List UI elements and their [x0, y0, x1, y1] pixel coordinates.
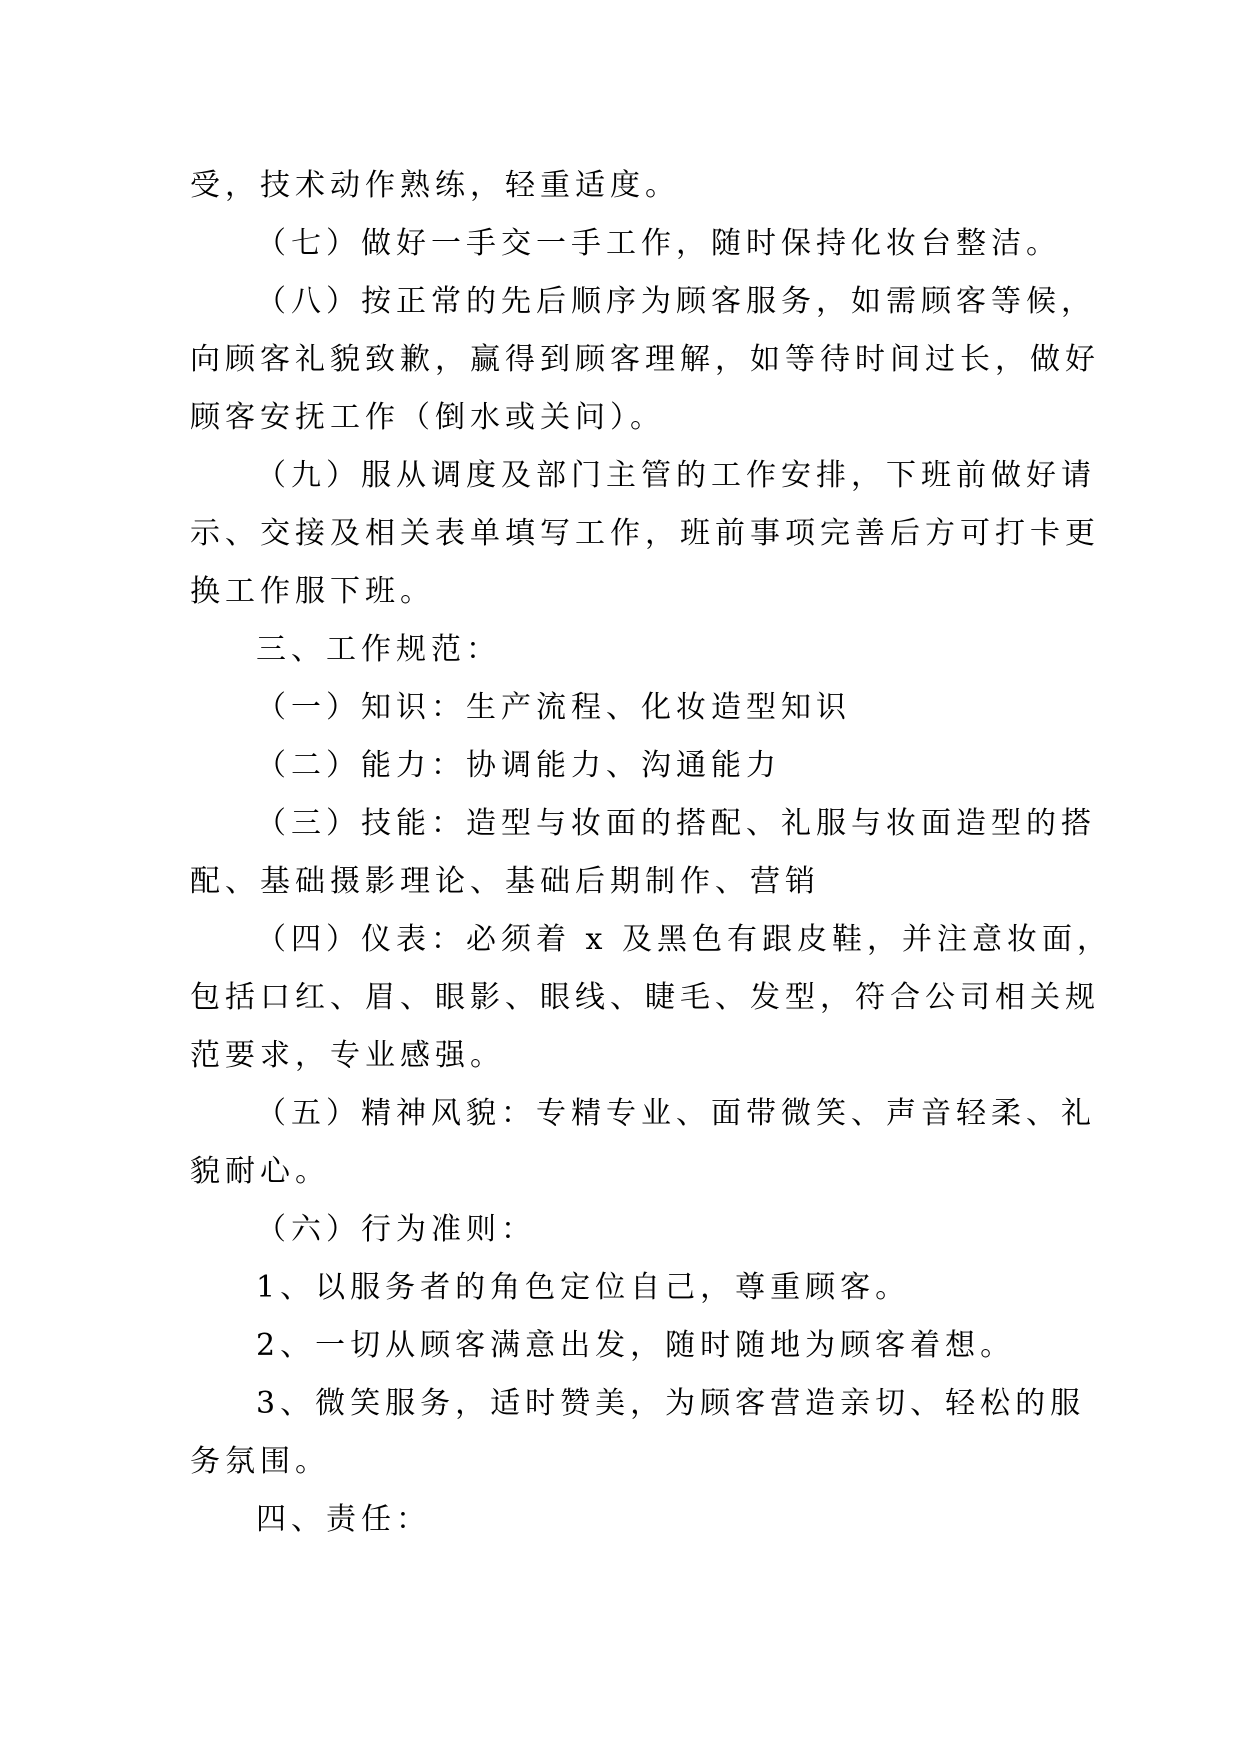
paragraph-line: 务氛围。	[190, 1444, 330, 1479]
list-item: 1、以服务者的角色定位自己，尊重顾客。	[256, 1270, 911, 1305]
paragraph-line: 换工作服下班。	[190, 574, 435, 609]
paragraph-line: （八）按正常的先后顺序为顾客服务，如需顾客等候，	[256, 284, 1096, 319]
paragraph-line: （五）精神风貌：专精专业、面带微笑、声音轻柔、礼	[256, 1096, 1096, 1131]
section-heading: 四、责任：	[256, 1502, 431, 1537]
paragraph-line: （六）行为准则：	[256, 1212, 536, 1247]
paragraph-line: 示、交接及相关表单填写工作，班前事项完善后方可打卡更	[190, 516, 1100, 551]
paragraph-line: 貌耐心。	[190, 1154, 330, 1189]
paragraph-line: （二）能力：协调能力、沟通能力	[256, 748, 781, 783]
paragraph-line: （七）做好一手交一手工作，随时保持化妆台整洁。	[256, 226, 1061, 261]
list-item: 3、微笑服务，适时赞美，为顾客营造亲切、轻松的服	[256, 1386, 1086, 1421]
paragraph-line: （一）知识：生产流程、化妆造型知识	[256, 690, 851, 725]
list-item: 2、一切从顾客满意出发，随时随地为顾客着想。	[256, 1328, 1016, 1363]
paragraph-line: 范要求，专业感强。	[190, 1038, 505, 1073]
paragraph-line: 受，技术动作熟练，轻重适度。	[190, 168, 680, 203]
paragraph-line: 顾客安抚工作（倒水或关问）。	[190, 400, 665, 435]
paragraph-line: （四）仪表：必须着 x 及黑色有跟皮鞋，并注意妆面，	[256, 922, 1112, 957]
section-heading: 三、工作规范：	[256, 632, 501, 667]
paragraph-line: 配、基础摄影理论、基础后期制作、营销	[190, 864, 820, 899]
paragraph-line: （九）服从调度及部门主管的工作安排，下班前做好请	[256, 458, 1096, 493]
paragraph-line: 包括口红、眉、眼影、眼线、睫毛、发型，符合公司相关规	[190, 980, 1100, 1015]
document-body	[190, 157, 1112, 1549]
paragraph-line: （三）技能：造型与妆面的搭配、礼服与妆面造型的搭	[256, 806, 1096, 841]
paragraph-line: 向顾客礼貌致歉，赢得到顾客理解，如等待时间过长，做好	[190, 342, 1100, 377]
